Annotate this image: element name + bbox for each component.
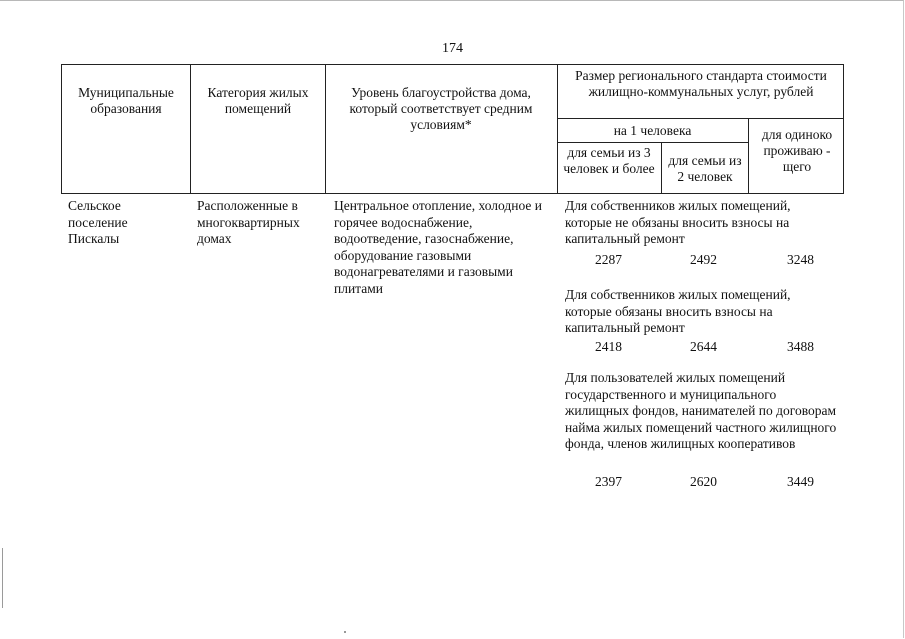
table-header <box>61 64 844 194</box>
column-divider <box>325 65 326 193</box>
header-size-title: Размер регионального стандарта стоимости жилищно-коммунальных услуг, рублей <box>575 68 827 99</box>
column-divider <box>748 118 749 193</box>
header-single: для одиноко проживаю - щего <box>761 127 833 174</box>
value-row <box>565 252 837 269</box>
row-divider <box>557 118 843 119</box>
row-category: Расположенные в многоквартирных домах <box>197 198 300 246</box>
header-family3: для семьи из 3 человек и более <box>563 145 655 176</box>
row-divider <box>557 142 748 143</box>
row-amenity: Центральное отопление, холодное и горячее водоснабжение, водоотведение, газоснабжение, оборудование газовыми водонагревателями и газовыми плитами <box>334 198 542 296</box>
value-family3: 2287 <box>595 252 622 267</box>
column-divider <box>190 65 191 193</box>
value-single: 3488 <box>787 339 814 354</box>
header-family2: для семьи из 2 человек <box>668 153 742 184</box>
value-row <box>565 474 837 491</box>
value-family3: 2397 <box>595 474 622 489</box>
header-municipal: Муниципальные образования <box>78 85 174 116</box>
group-label: Для собственников жилых помещений, которые обязаны вносить взносы на капитальный ремонт <box>565 287 791 335</box>
row-municipality: Сельское поселение Пискалы <box>68 198 128 246</box>
value-row <box>565 339 837 356</box>
column-divider <box>661 142 662 193</box>
column-divider <box>557 65 558 193</box>
scan-speck <box>344 631 346 633</box>
value-single: 3248 <box>787 252 814 267</box>
scan-edge-mark <box>2 548 3 608</box>
value-single: 3449 <box>787 474 814 489</box>
value-family3: 2418 <box>595 339 622 354</box>
page-number: 174 <box>442 41 463 56</box>
header-category: Категория жилых помещений <box>207 85 309 116</box>
value-family2: 2620 <box>690 474 717 489</box>
value-family2: 2492 <box>690 252 717 267</box>
group-label: Для пользователей жилых помещений государственного и муниципального жилищных фондов, нанимателей по договорам найма жилых помещений частного жилищного фонда, членов жилищных кооперативов <box>565 370 837 451</box>
header-amenity: Уровень благоустройства дома, который соответствует средним условиям* <box>349 85 533 132</box>
header-per-person: на 1 человека <box>613 123 692 138</box>
group-label: Для собственников жилых помещений, которые не обязаны вносить взносы на капитальный ремонт <box>565 198 791 246</box>
value-family2: 2644 <box>690 339 717 354</box>
